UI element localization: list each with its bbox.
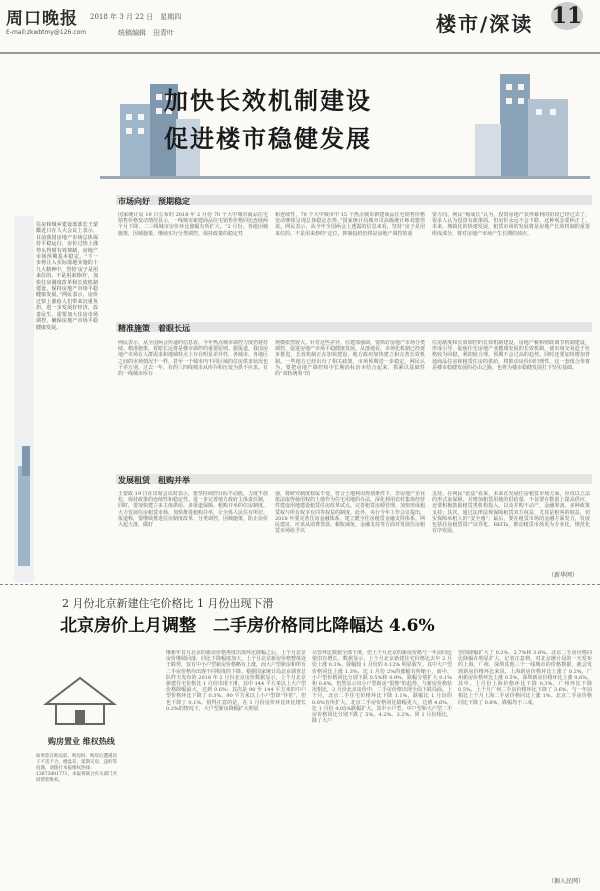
hotline-text: 如果您在购房前、购房时、购房后遭遇房子不适不合，楼盘差、延期交房、违约等问题，请拨打本报维权热线：13673881771，本报将联合有关部门共同帮您维权。 bbox=[36, 754, 117, 783]
header-rule bbox=[0, 52, 600, 54]
main-headline bbox=[164, 82, 372, 158]
section-2-title: 精准施策 着眼长远 bbox=[118, 323, 190, 333]
section-3-col-2: 强，将研究制度权属不变、符合土地利用规划条件下，非房地产企业依法取得使用权的土地作为住宅用地的办法，深化利用农村集体经营性建设用地建设租赁住房改革试点。完善租赁房源管理，加快形成租赁权与所有权享有同等权益的制度，此外，央行今年工作会议提出，2018 年要完善住房金融体系，建立健全住房租赁金融支持体系。网民建议，应该从消费贷款、税收减免、金融支持等方面对发展住房租赁市场给予以 bbox=[275, 491, 425, 535]
section-1-col-2: 和连续性，70 个大中城市中 15 个热点城市新建商品住宅销售价格变动继续呈现总体稳定态势。”国家统计局城市司高级统计师刘建伟说。网民表示，从今年全国两会上透露的信息来看，坚持“房子是用来住的、不是用来炒的”定位，抑制投机仍将是房地产调控的重 bbox=[275, 212, 425, 237]
section-2-col-2: 规模依然较大。针对这些差异，住建部强调，要抓好房地产市场分类调控，促进房地产市场平稳健康发展。从落地看，市场化机制已经逐步推进，长效机制正在加快建设，地方政府加快建立和完善长效机制。一些地方已经出台了相关政策，市场预期进一步稳定。网民认为，要把房地产调控和中长期治标治本结合起来，抓紧以基础性的“双轨统筹”的 bbox=[275, 340, 425, 378]
headline-line-2: 促进楼市稳健发展 bbox=[164, 124, 372, 153]
article-2-byline: （据人民网） bbox=[548, 878, 585, 885]
section-1-col-1: 国家统计局 19 日公布的 2018 年 2 月份 70 个大中城市商品住宅销售价格变动情况显示，一线城市新建商品住宅销售价格同比连续两个月下降，二三线城市房价环比涨幅有所扩大。“2 月份，各地因城施策、因城施策，继续实行分类调控，保持政策的稳定性 bbox=[118, 212, 268, 237]
page-number: 11 bbox=[551, 3, 583, 29]
section-3-title: 发展租赁 租购并举 bbox=[118, 475, 190, 485]
issue-date: 2018 年 3 月 22 日 星期四 bbox=[90, 13, 182, 21]
section-1-col-3: 要方向。网民“杨成长”认为，投资房地产获得暴利的阶段已经过去了，很多人认为投资有政策面，但房价永远不会下跌，这种观念要纠正了。未来，城镇化的快速发展，租赁市场的发展将是房地产长效机制的重要组成部分，将对房地产市场产生长期的效应。 bbox=[432, 212, 590, 237]
masthead: 周口晚报 bbox=[6, 9, 78, 29]
section-3-byline: （新华网） bbox=[548, 572, 579, 579]
hotline-title: 购房置业 维权热线 bbox=[48, 736, 115, 746]
section-2-col-1: 网民表示，从全国两会传递的信息看，今年热点城市调控力度仍将持续。精准施策，着眼长远将是楼市调控的重要原则。据报道，我国房地产市场在人群需求和地域特点上存在明显差异性，各城市、各地区之间的市场情况不一样，甚至一个城市内不同区域的住房供求状况也千差万别。过去一年，有的三四线城市从库存积压变为供不应求，有的一线城市库存 bbox=[118, 340, 268, 378]
headline-line-1: 加快长效机制建设 bbox=[164, 86, 372, 115]
article-2-col-1: 继新年首月北京的新房价格再度出现环比降幅之后，上个月北京房价继续回落，同比下降幅度加大。上个月北京新房价格整体处于跌势，仅有中小户型新房价格略有上涨，而大户型新房和所有二手房价格均出现不同程度的下降。根据国家统计局北京调查总队昨天发布的 2018 年 2 月份北京房价数据显示，上个月北京新建住宅价格比 1 月份出现下滑，其中 144 平方米以上大户型价格降幅最大，达到 0.6%；其次是 90 至 144 平方米的中户型价格环比下降了 0.3%。90 平方米以上小户型却“异常”，但也下降了 0.1%。值得注意的是，在 1 月份房价环比环比增长 0.2%的情况下，大户型新房降幅扩大明显 bbox=[166, 650, 306, 712]
sidebar-commentary: 住房和城乡建设部部长王蒙徽近日在人大会议上表示，目前我国房地产市场总体保持平稳运行，房价过快上涨势头得到有效抑制，房地产市场预期基本稳定。“下一步将注入实际落地实施的十九大精神中，坚持‘房子是用来住的、不是用来炒的’，加快住房制度改革和长效机制建设，保持房地产市场平稳健康发展。”网民表示，房价过快上涨给人们带来沉重负担，进一步发展好经济，改善民生，需要加大住房市场调控，确保房地产市场平稳健康发展。 bbox=[36, 222, 98, 331]
house-icon bbox=[38, 674, 122, 726]
article-2-col-3: 型的降幅扩大了 0.2%，2.7%和 3.6%。北京二手房价格同比降幅在明显扩大。记者注意到，对北京统计局的一天发布的上海、广州、深圳其他三个一线城市的价格数据，就会发现新房价格环比来说，上海新房价格环比上涨了 0.2%，广州新房价格环比上涨 0.5%，深圳新房价格环比上涨 0.6%。其中，上月份上海价格环比下降 0.3%，广州环比下降 0.5%，上个月广州二手房价格环比下降了 3.6%，与一年前相比上个月上海二手房价格同比上涨 1%。北京二手房价格同比下降了 0.8%，跌幅均于三成。 bbox=[458, 650, 592, 706]
editor-credit: 统稿编辑 田青叶 bbox=[118, 29, 174, 37]
article-2-col-2: 尽管环比数据全部下滑，但上个月北京的新房价格与一年前同比依旧有增长。数据显示，上个月北京新建住宅价格比去年 2 月份上涨 0.3%，降幅较 1 月份的 0.12% 明显收窄。其中大户型价格同比上涨 1.3%，比 1 月份 2%的涨幅有所缩小，而中、小户型价格同比分别下跌 0.5%和 0.9%，跌幅分别扩大 0.1%和 0.6%。仍然显示出小户型新房“很惨”的趋势。与新房价格状况相比，2 月份北京房价中，二手房价格出现全面下跌局面。上个月，北京二手住宅价格环比下降 1.1%，跌幅比 1 月份的 0.8%有所扩大。北京二手房价格同比降幅更大，达到 4.6%，比 1 月份 4.05%跌幅扩大。其中小户型、中户型和大户型二手房价格同比分别下跌了 5%、4.2%、3.2%。同 1 月份相比，除了大户 bbox=[312, 650, 452, 725]
section-title: 楼市/深读 bbox=[436, 12, 534, 36]
article-2-kicker: 2 月份北京新建住宅价格比 1 月份出现下滑 bbox=[62, 597, 274, 610]
contact-email: E-mail:zkwbtmy@126.com bbox=[6, 29, 87, 36]
section-2-col-3: 住房制度和长效调控的长效机制建设，房地产税和财政调节机制建设，形成引导、促使住宅房地产业健康发展的长效机制，使市场交易趋于价格较为回稳，利润较合理，预期不会过高的趋势。同时还要加快增加普通商品住房和租赁住房的供给，将推动房价回归理性。这一套组合拳将是楼市稳健发展的必由之路，也将为楼市稳健发展打下坚实基础。 bbox=[432, 340, 590, 371]
section-3-col-3: 支持。在网民“张法”看来，未来在发展住房租赁市场方面，应该以立法的形式来保障，并增加租赁用地的供给量，不仅要在数量上提高供应，还要积极鼓励租赁类机构投入，以及并购不动产，金融筹备。多种政策支持；其次，通过法律法规保障租赁双方权益，尤其是租客的权益，切实保障承租人的“安全感”；最后，要在租赁市场的金融方面发力，发展包括住房租赁资产证券化、REITs，推动租赁市场更为专业化、规范化有序发展。 bbox=[432, 491, 590, 535]
section-1-title: 市场向好 预期稳定 bbox=[118, 196, 190, 206]
section-3-col-1: 王蒙政 19 日在出席会议时表示，要坚持调控目标不动摇，力度不放松，保持政策的连续性和稳定性。进一步完善地方政府主体责任制，同时，要加快建立多主体供给、多渠道保障、租购并举的住房制度。大力发展住房租赁市场，加快推进租购并举，让全体人民住有所居。报道称，要继续推进住房制度改革，分类调控，因城施策，防止房价大起大落，做好 bbox=[118, 491, 268, 529]
article-divider bbox=[0, 584, 600, 586]
article-2-headline: 北京房价上月调整 二手房价格同比降幅达 4.6% bbox=[60, 616, 435, 636]
